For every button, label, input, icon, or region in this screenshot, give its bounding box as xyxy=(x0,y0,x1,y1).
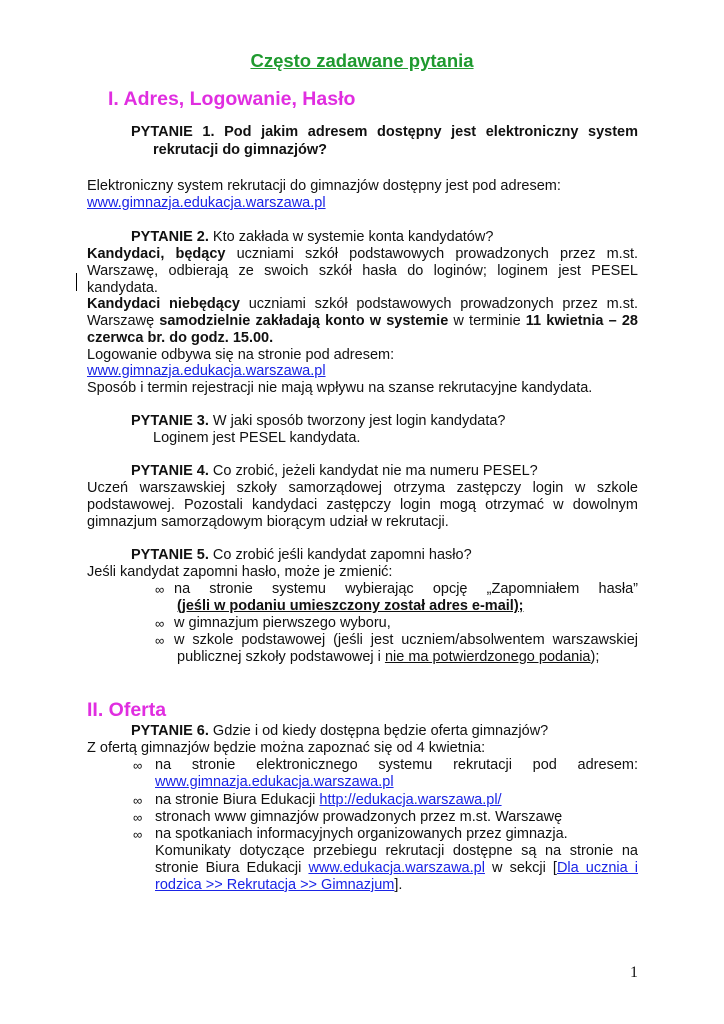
bullet-icon: ∞ xyxy=(155,582,165,597)
q2-p1-rest: uczniami szkół podstawowych prowadzonych przez m.st. xyxy=(236,246,639,262)
q6-bullet1-link[interactable]: www.gimnazja.edukacja.warszawa.pl xyxy=(155,774,394,790)
bullet-icon: ∞ xyxy=(133,793,143,808)
q5-label: PYTANIE 5. xyxy=(131,547,209,563)
q6-comment-link[interactable]: www.edukacja.warszawa.pl xyxy=(308,860,485,876)
q2-p1-bold: Kandydaci, będący xyxy=(87,246,226,262)
q5-intro: Jeśli kandydat zapomni hasło, może je zmienić: xyxy=(87,564,393,580)
q6-comment-text: stronie Biura Edukacji xyxy=(155,860,309,876)
q6-bullet2-text: na stronie Biura Edukacji xyxy=(155,792,320,808)
q1-answer-link[interactable]: www.gimnazja.edukacja.warszawa.pl xyxy=(87,195,326,211)
q2-p2-line3: czerwca br. do godz. 15.00. xyxy=(87,330,274,346)
q2-p1-line3: kandydata. xyxy=(87,280,158,296)
q6-comment-line3 xyxy=(155,877,402,893)
q5-bullet3-underlined: nie ma potwierdzonego podania xyxy=(384,649,591,665)
q4-label: PYTANIE 4. xyxy=(131,463,209,479)
q4-answer-line3: gimnazjum samorządowym biorącym udział w rekrutacji. xyxy=(87,514,449,530)
q6-bullet1-line1: na stronie elektronicznego systemu rekrutacji pod adresem: xyxy=(155,757,638,773)
q2-note: Sposób i termin rejestracji nie mają wpływu na szanse rekrutacyjne kandydata. xyxy=(87,380,593,396)
q2-p2-rest: uczniami szkół podstawowych prowadzonych przez m.st. xyxy=(248,296,638,312)
q6-label: PYTANIE 6. xyxy=(131,723,209,739)
q3-label: PYTANIE 3. xyxy=(131,413,209,429)
q5-text: Co zrobić jeśli kandydat zapomni hasło? xyxy=(212,547,472,563)
q3-answer: Loginem jest PESEL kandydata. xyxy=(153,430,361,446)
q2-p2-line2-bold: samodzielnie zakładają konto w systemie xyxy=(159,313,449,329)
q5-bullet3-line1: w szkole podstawowej (jeśli jest uczniem/absolwentem warszawskiej xyxy=(174,632,638,648)
q6-comment-text2: w sekcji [ xyxy=(484,860,557,876)
section-heading-2: II. Oferta xyxy=(87,699,167,721)
q5-bullet1-line1: na stronie systemu wybierając opcję „Zapomniałem hasła” xyxy=(174,581,638,597)
q6-comment-line1: Komunikaty dotyczące przebiegu rekrutacji dostępne są na stronie na xyxy=(155,843,638,859)
q6-bullet4: na spotkaniach informacyjnych organizowanych przez gimnazja. xyxy=(155,826,568,842)
change-bar xyxy=(76,273,77,291)
q6-bullet2 xyxy=(155,792,502,808)
q3-question xyxy=(131,413,506,429)
q1-answer: Elektroniczny system rekrutacji do gimnazjów dostępny jest pod adresem: xyxy=(87,178,561,194)
q5-bullet3-text: publicznej szkoły podstawowej i xyxy=(177,649,385,665)
bullet-icon: ∞ xyxy=(133,758,143,773)
q5-bullet3-end: ); xyxy=(590,649,600,665)
q4-answer-line2: podstawowej. Pozostali kandydaci zastępczy login mogą otrzymać w dowolnym xyxy=(87,497,638,513)
q5-bullet3-line2 xyxy=(177,649,599,665)
section-heading-1: I. Adres, Logowanie, Hasło xyxy=(108,88,356,110)
q2-p2-line1 xyxy=(87,296,638,312)
q2-text: Kto zakłada w systemie konta kandydatów? xyxy=(212,229,494,245)
q2-login-text: Logowanie odbywa się na stronie pod adresem: xyxy=(87,347,395,363)
bullet-icon: ∞ xyxy=(133,810,143,825)
q2-p2-line2-c: w terminie xyxy=(448,313,526,329)
q1-question-line2: rekrutacji do gimnazjów? xyxy=(153,142,328,158)
q4-text: Co zrobić, jeżeli kandydat nie ma numeru PESEL? xyxy=(212,463,538,479)
q2-p2-line2-dates: 11 kwietnia – 28 xyxy=(525,313,638,329)
q6-comment-line2 xyxy=(155,860,638,876)
q6-bullet3: stronach www gimnazjów prowadzonych przez m.st. Warszawę xyxy=(155,809,563,825)
q2-p2-line2 xyxy=(87,313,638,329)
q6-comment-link2[interactable]: Dla ucznia i xyxy=(556,860,639,876)
bullet-icon: ∞ xyxy=(133,827,143,842)
q2-p1-line1 xyxy=(87,246,638,262)
q6-comment-link3[interactable]: rodzica >> Rekrutacja >> Gimnazjum xyxy=(155,877,395,893)
q5-bullet1-line2: (jeśli w podaniu umieszczony został adres e-mail); xyxy=(177,598,524,614)
q5-question xyxy=(131,547,472,563)
q4-question xyxy=(131,463,538,479)
bullet-icon: ∞ xyxy=(155,616,165,631)
q6-comment-end: ]. xyxy=(394,877,403,893)
q2-label: PYTANIE 2. xyxy=(131,229,209,245)
q6-intro: Z ofertą gimnazjów będzie można zapoznać się od 4 kwietnia: xyxy=(87,740,486,756)
q3-text: W jaki sposób tworzony jest login kandydata? xyxy=(212,413,506,429)
bullet-icon: ∞ xyxy=(155,633,165,648)
q2-p2-bold: Kandydaci niebędący xyxy=(87,296,240,312)
q2-login-link[interactable]: www.gimnazja.edukacja.warszawa.pl xyxy=(87,363,326,379)
page-number: 1 xyxy=(630,964,638,981)
q6-text: Gdzie i od kiedy dostępna będzie oferta gimnazjów? xyxy=(212,723,549,739)
q6-bullet2-link[interactable]: http://edukacja.warszawa.pl/ xyxy=(319,792,502,808)
page-title: Często zadawane pytania xyxy=(250,50,474,71)
q5-bullet2: w gimnazjum pierwszego wyboru, xyxy=(174,615,391,631)
q2-p1-line2: Warszawę, odbierają ze swoich szkół hasła do loginów; loginem jest PESEL xyxy=(87,263,638,279)
q1-question-line1: PYTANIE 1. Pod jakim adresem dostępny jest elektroniczny system xyxy=(131,124,638,140)
q6-question xyxy=(131,723,548,739)
q2-question xyxy=(131,229,493,245)
q2-p2-line2-a: Warszawę xyxy=(87,313,160,329)
q4-answer-line1: Uczeń warszawskiej szkoły samorządowej otrzyma zastępczy login w szkole xyxy=(87,480,638,496)
